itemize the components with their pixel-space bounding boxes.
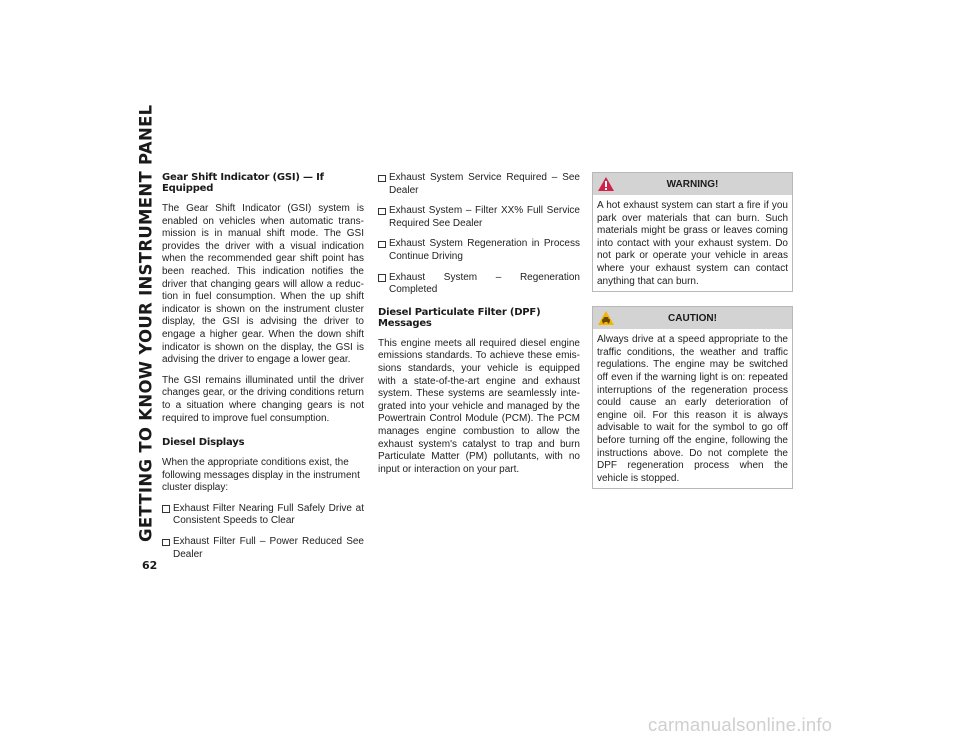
caution-header [593, 307, 792, 329]
warning-box [592, 172, 793, 292]
list-item: Exhaust System Service Required – See Dealer [378, 172, 580, 197]
diesel-displays-heading: Diesel Displays [162, 437, 245, 449]
diesel-messages-list-a [162, 503, 364, 561]
checkbox-bullet-icon [378, 175, 386, 183]
watermark: carmanualsonline.info [648, 714, 833, 735]
gsi-paragraph-2: The GSI remains illuminated until the driver changes gear, or the driving conditions return to a situation where changing gears is not required to improve fuel consumption. [162, 374, 364, 424]
list-item: Exhaust System Regeneration in Process Continue Driving [378, 238, 580, 263]
caution-box [592, 306, 793, 489]
warning-triangle-icon [597, 176, 615, 192]
checkbox-bullet-icon [162, 505, 170, 513]
warning-body [593, 195, 792, 291]
column-middle [378, 172, 580, 484]
dpf-paragraph: This engine meets all required diesel engine emissions standards. To achieve these emis-sions standards, your vehicle is equipped with a state-of-the-art engine and exhaust system. These systems are seamlessly inte-grated into your vehicle and managed by the Powertrain Control Module (PCM). The PCM manages engine combustion to allow the exhaust system's catalyst to trap and burn Particulate Matter (PM) pollutants, with no input or interaction on your part. [378, 337, 580, 475]
diesel-messages-list-b [378, 172, 580, 297]
checkbox-bullet-icon [378, 274, 386, 282]
caution-text: Always drive at a speed appropriate to the traffic conditions, the weather and traffic regulations. The engine may be switched off even if the warning light is on: repeated interruptions of the regeneration process could cause an early deterioration of engine oil. For this reason it is always advisable to wait for the symbol to go off before turning off the engine, following the instructions above. Do not complete the DPF regeneration process when the vehicle is stopped. [597, 334, 788, 484]
gsi-heading: Gear Shift Indicator (GSI) — If Equipped [162, 172, 324, 194]
caution-title: CAUTION! [668, 312, 717, 324]
warning-header [593, 173, 792, 195]
side-section-title: GETTING TO KNOW YOUR INSTRUMENT PANEL [136, 104, 156, 542]
checkbox-bullet-icon [378, 208, 386, 216]
column-right [592, 172, 793, 503]
caution-body [593, 329, 792, 488]
gsi-paragraph-1: The Gear Shift Indicator (GSI) system is enabled on vehicles when automatic trans-mission is in manual shift mode. The GSI provides the driver with a visual indication when the recommended gear shift point has been reached. This indication notifies the driver that changing gears will allow a reduc-tion in fuel consumption. When the up shift indicator is shown on the instrument cluster display, the GSI is advising the driver to engage a higher gear. When the down shift indicator is shown on the display, the GSI is advising the driver to engage a lower gear. [162, 203, 364, 366]
list-item: Exhaust System – Filter XX% Full Service Required See Dealer [378, 205, 580, 230]
page-number: 62 [142, 559, 158, 572]
warning-title: WARNING! [666, 178, 719, 190]
list-item: Exhaust Filter Full – Power Reduced See Dealer [162, 536, 364, 561]
caution-car-icon [597, 310, 615, 326]
checkbox-bullet-icon [378, 241, 386, 249]
dpf-heading: Diesel Particulate Filter (DPF) Messages [378, 306, 541, 329]
checkbox-bullet-icon [162, 539, 170, 547]
warning-text: A hot exhaust system can start a fire if you park over materials that can burn. Such materials might be grass or leaves coming into contact with your exhaust system. Do not park or operate your vehicle in areas where your exhaust system can contact anything that can burn. [597, 200, 788, 287]
column-left [162, 172, 364, 569]
list-item: Exhaust System – Regeneration Completed [378, 272, 580, 297]
list-item: Exhaust Filter Nearing Full Safely Drive at Consistent Speeds to Clear [162, 503, 364, 528]
diesel-displays-intro: When the appropriate conditions exist, the following messages display in the instrument cluster display: [162, 457, 360, 494]
